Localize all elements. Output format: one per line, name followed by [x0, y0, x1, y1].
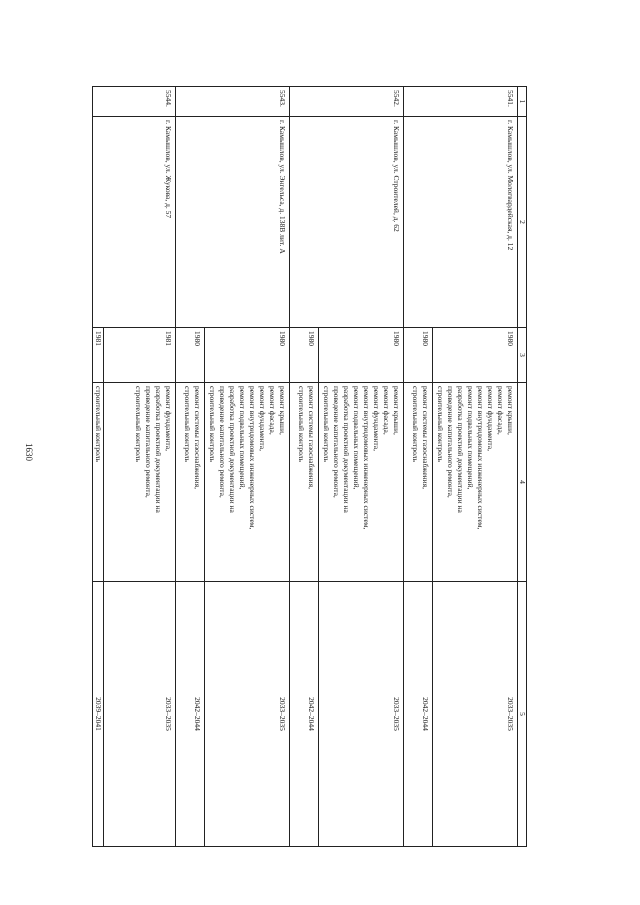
- build-year: 1980: [205, 328, 290, 383]
- work-item: строительный контроль: [183, 386, 192, 462]
- work-item: ремонт системы газоснабжения,: [421, 386, 430, 490]
- column-number: 2: [518, 117, 527, 328]
- work-item: строительный контроль: [411, 386, 420, 462]
- work-item: проведение капитального ремонта,: [332, 386, 341, 498]
- table-row: [433, 87, 518, 847]
- build-year: 1981: [93, 328, 104, 383]
- build-year: 1981: [104, 328, 176, 383]
- repair-works: [93, 383, 104, 582]
- work-item: ремонт подвальных помещений,: [352, 386, 361, 490]
- row-number: 5541.: [404, 87, 518, 117]
- repair-works: [404, 383, 433, 582]
- repair-works: [290, 383, 319, 582]
- repair-works: [104, 383, 176, 582]
- build-year: 1980: [319, 328, 404, 383]
- work-item: ремонт фундамента,: [164, 386, 173, 451]
- work-item: разработка проектной документации на: [456, 386, 465, 513]
- work-item: ремонт системы газоснабжения,: [193, 386, 202, 490]
- building-address: г. Камышлов, ул. Строителей, д. 62: [290, 117, 404, 328]
- building-address: г. Камышлов, ул. Жукова, д. 57: [93, 117, 176, 328]
- build-year: 1980: [433, 328, 518, 383]
- work-item: строительный контроль: [208, 386, 217, 462]
- repair-works: [176, 383, 205, 582]
- build-year: 1980: [176, 328, 205, 383]
- repair-period: 2042–2044: [404, 582, 433, 847]
- building-address: г. Камышлов, ул. Мологвардейская, д. 12: [404, 117, 518, 328]
- work-item: ремонт фундамента,: [486, 386, 495, 451]
- row-number: 5543.: [176, 87, 290, 117]
- work-item: ремонт крыши,: [278, 386, 287, 435]
- row-number: 5542.: [290, 87, 404, 117]
- work-item: ремонт фасада,: [382, 386, 391, 435]
- work-item: ремонт внутридомовых инженерных систем,: [362, 386, 371, 530]
- work-item: проведение капитального ремонта,: [446, 386, 455, 498]
- work-item: разработка проектной документации на: [154, 386, 163, 513]
- work-item: строительный контроль: [322, 386, 331, 462]
- work-item: ремонт фундамента,: [372, 386, 381, 451]
- work-item: ремонт фундамента,: [258, 386, 267, 451]
- work-item: проведение капитального ремонта,: [144, 386, 153, 498]
- repair-period: 2033–2035: [205, 582, 290, 847]
- repair-period: 2033–2035: [433, 582, 518, 847]
- work-item: ремонт внутридомовых инженерных систем,: [476, 386, 485, 530]
- column-number: 1: [518, 87, 527, 117]
- work-item: строительный контроль: [134, 386, 143, 462]
- repair-period: 2033–2035: [319, 582, 404, 847]
- work-item: разработка проектной документации на: [228, 386, 237, 513]
- work-item: разработка проектной документации на: [342, 386, 351, 513]
- page-number: 1630: [24, 443, 34, 461]
- table-row: [319, 87, 404, 847]
- capital-repair-table: [92, 86, 527, 847]
- column-number: 3: [518, 328, 527, 383]
- work-item: ремонт крыши,: [392, 386, 401, 435]
- repair-works: [433, 383, 518, 582]
- work-item: ремонт фасада,: [496, 386, 505, 435]
- repair-period: 2033–2035: [104, 582, 176, 847]
- work-item: ремонт системы газоснабжения,: [307, 386, 316, 490]
- work-item: ремонт внутридомовых инженерных систем,: [248, 386, 257, 530]
- repair-works: [319, 383, 404, 582]
- row-number: 5544.: [93, 87, 176, 117]
- building-address: г. Камышлов, ул. Энгельса, д. 138В лит. А: [176, 117, 290, 328]
- repair-works: [205, 383, 290, 582]
- work-item: строительный контроль: [297, 386, 306, 462]
- column-number: 4: [518, 383, 527, 582]
- work-item: проведение капитального ремонта,: [218, 386, 227, 498]
- repair-period: 2042–2044: [176, 582, 205, 847]
- work-item: ремонт крыши,: [506, 386, 515, 435]
- column-number-row: [518, 87, 527, 847]
- rotated-page-content: [84, 86, 527, 846]
- work-item: ремонт фасада,: [268, 386, 277, 435]
- table-row: [104, 87, 176, 847]
- build-year: 1980: [290, 328, 319, 383]
- work-item: строительный контроль: [436, 386, 445, 462]
- repair-period: 2042–2044: [290, 582, 319, 847]
- build-year: 1980: [404, 328, 433, 383]
- work-item: строительный контроль: [94, 386, 103, 462]
- work-item: ремонт подвальных помещений,: [238, 386, 247, 490]
- repair-period: 2039–2041: [93, 582, 104, 847]
- work-item: ремонт подвальных помещений,: [466, 386, 475, 490]
- column-number: 5: [518, 582, 527, 847]
- table-row: [205, 87, 290, 847]
